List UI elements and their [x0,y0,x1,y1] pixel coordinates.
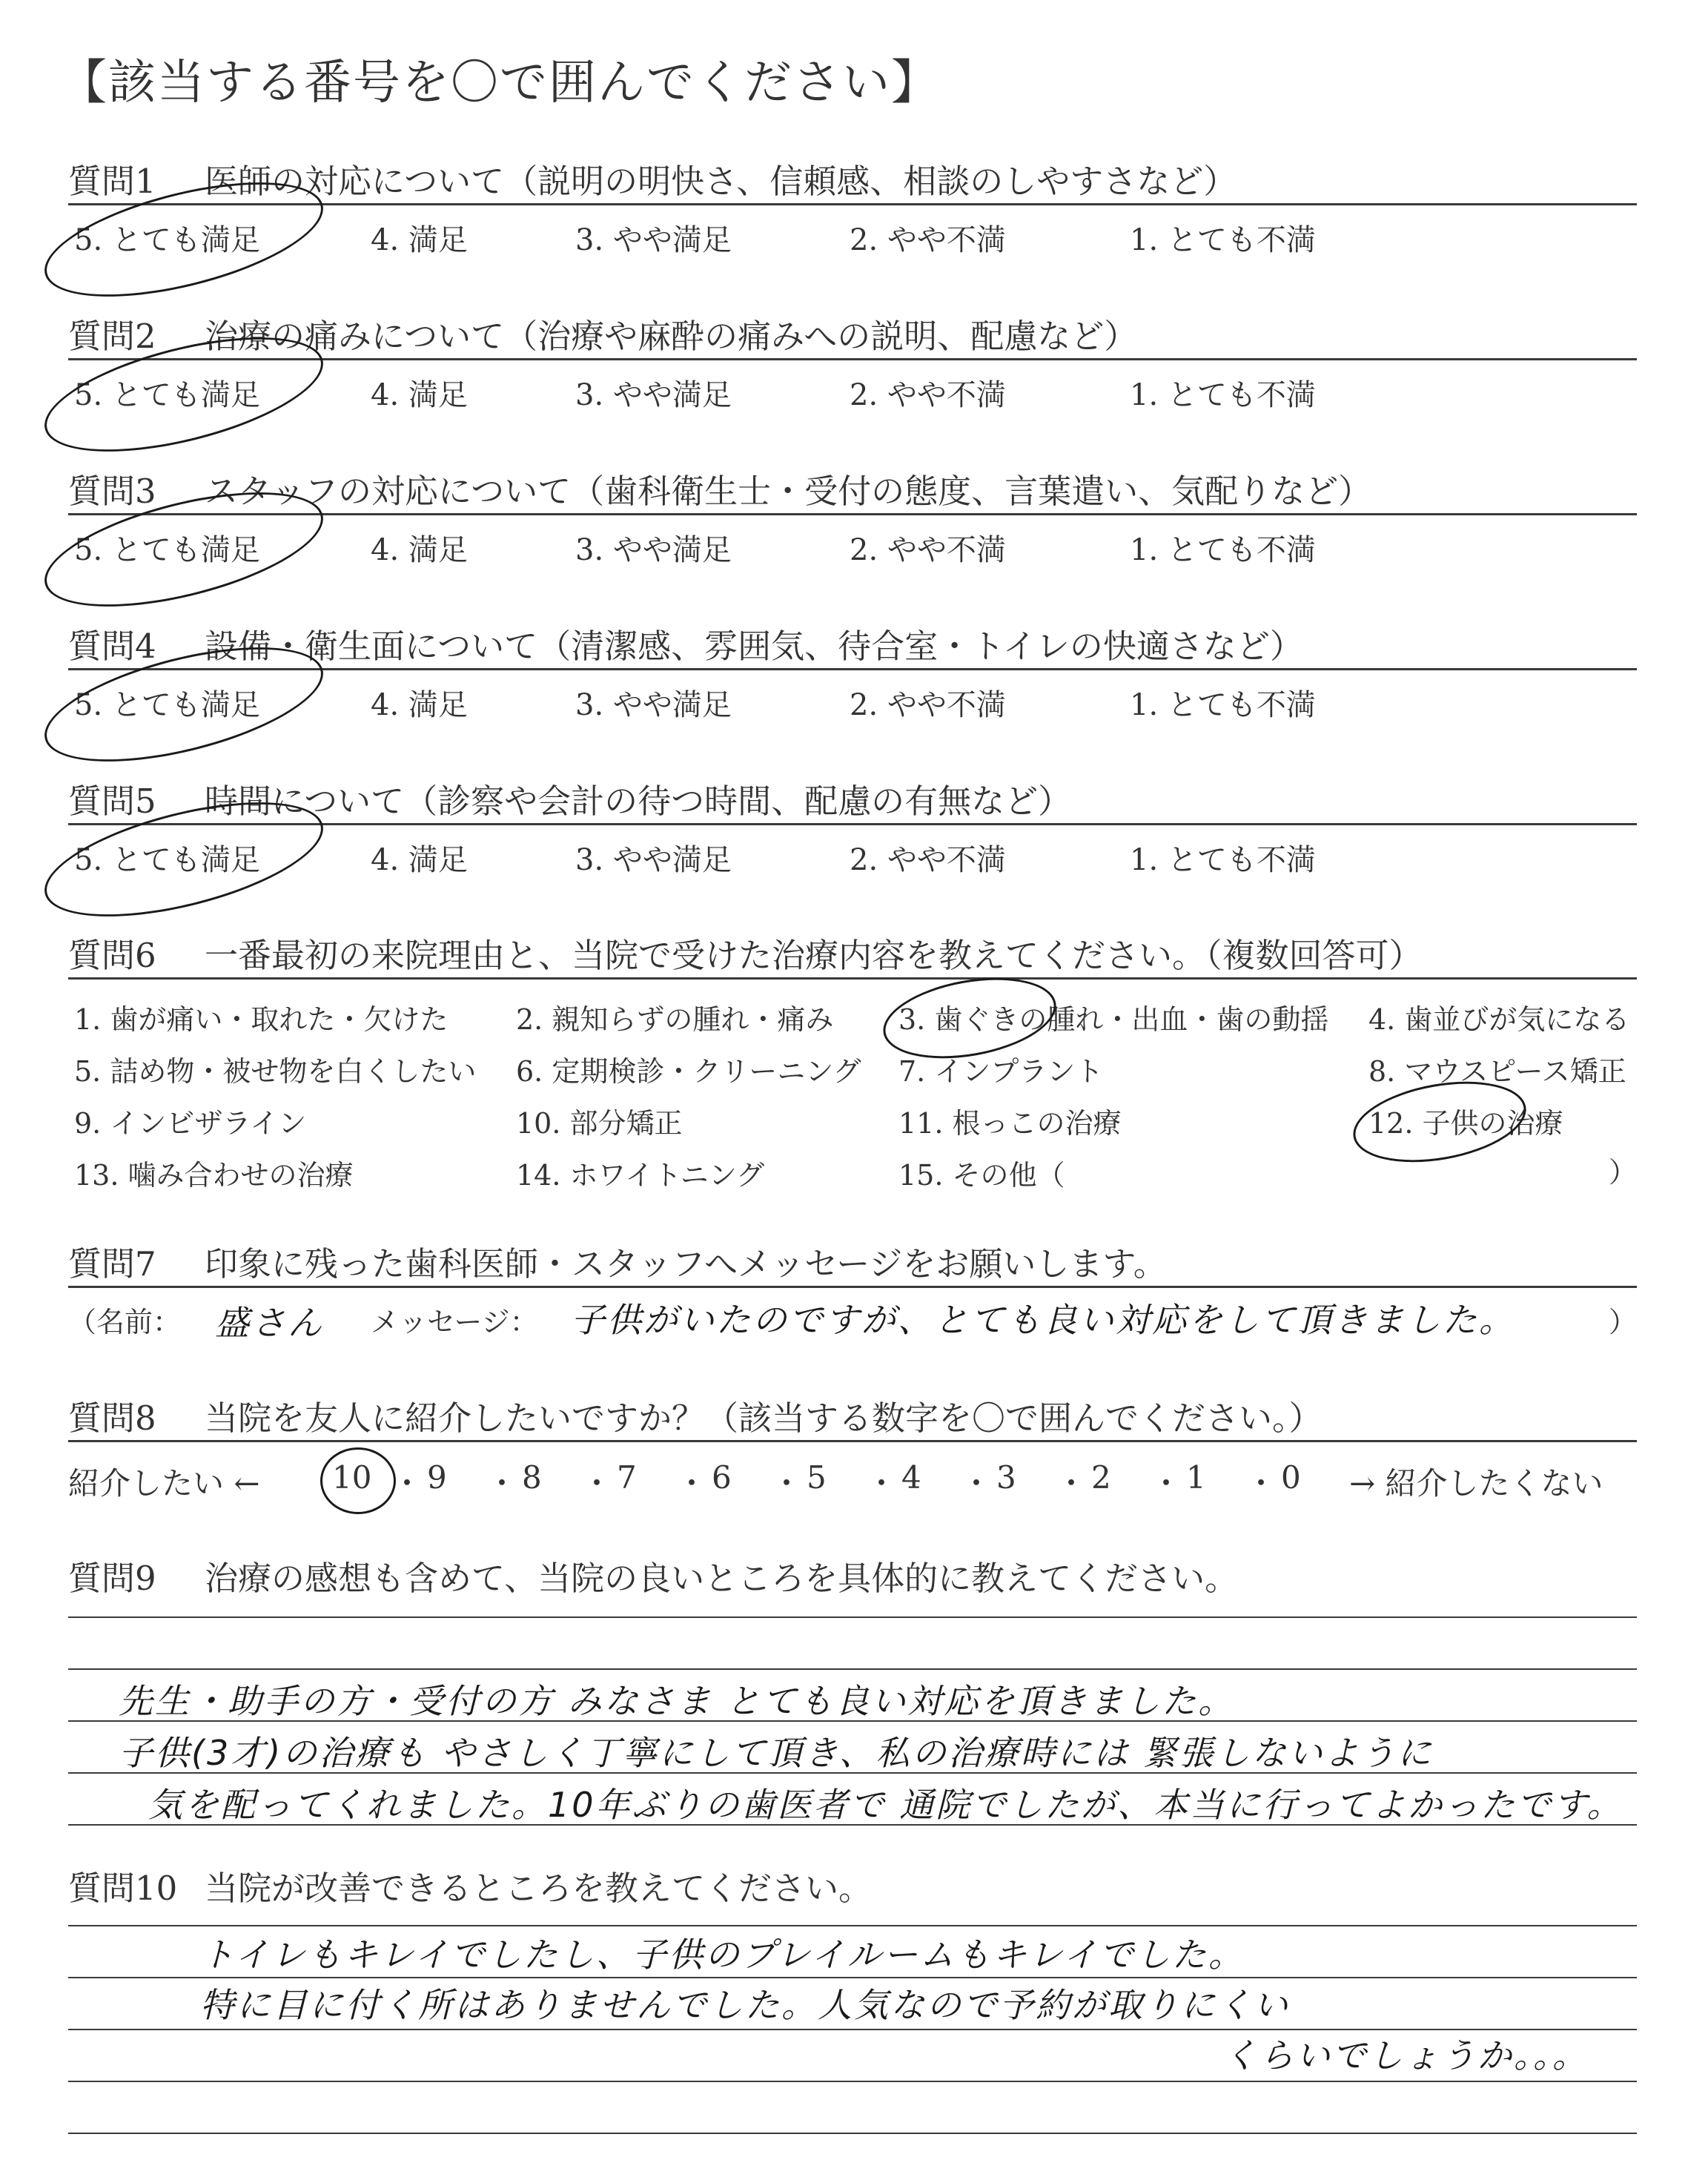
q8-text: 当院を友人に紹介したいですか？（該当する数字を〇で囲んでください。） [205,1398,1323,1438]
q8-right-label: → 紹介したくない [1349,1465,1603,1502]
q10-label: 質問10 [68,1869,178,1908]
handwritten-line: 子供(3才)の治療も やさしく丁寧にして頂き、私の治療時には 緊張しないように [119,1733,1434,1773]
scale-value: 9 [427,1459,447,1496]
scale-value: 4 [901,1459,921,1496]
scale-separator: ・ [391,1465,423,1502]
q6-option: 1. 歯が痛い・取れた・欠けた [74,1003,448,1036]
q10-text: 当院が改善できるところを教えてください。 [205,1869,873,1908]
rating-option: 1. とても不満 [1130,378,1316,412]
q7-message-value: 子供がいたのですが、とても良い対応をして頂きました。 [571,1300,1515,1340]
q6-option: 6. 定期検診・クリーニング [516,1055,861,1088]
scale-separator: ・ [1151,1465,1182,1502]
q6-option: 14. ホワイトニング [516,1159,765,1192]
rating-option: 4. 満足 [371,378,468,412]
handwritten-line: 先生・助手の方・受付の方 みなさま とても良い対応を頂きました。 [119,1681,1235,1721]
q7-name-label: （名前： [68,1306,182,1338]
rating-option: 3. やや満足 [575,533,732,567]
rating-option: 4. 満足 [371,688,468,722]
q7-close-paren: ） [1609,1306,1638,1338]
question-label: 質問5 [68,782,156,821]
scale-separator: ・ [866,1465,898,1502]
question-label: 質問1 [68,162,156,201]
scale-value: 5 [807,1459,827,1496]
q6-option: 11. 根っこの治療 [898,1107,1122,1140]
q6-other-close-paren: ） [1609,1156,1638,1189]
q6-rule [68,977,1637,980]
scale-separator: ・ [961,1465,993,1502]
scale-value: 7 [617,1459,637,1496]
rating-option: 1. とても不満 [1130,843,1316,877]
question-text: 時間について（診察や会計の待つ時間、配慮の有無など） [205,782,1072,821]
q6-label: 質問6 [68,936,156,975]
rating-option: 5. とても満足 [74,223,260,257]
answer-rule [68,2133,1637,2134]
question-text: 設備・衛生面について（清潔感、雰囲気、待合室・トイレの快適さなど） [205,627,1303,666]
q6-option: 13. 噛み合わせの治療 [74,1159,354,1192]
q6-option: 9. インビザライン [74,1107,307,1140]
rating-option: 3. やや満足 [575,223,732,257]
page-title: 【該当する番号を〇で囲んでください】 [59,56,940,110]
q8-rule [68,1440,1637,1442]
question-label: 質問3 [68,472,156,511]
scale-separator: ・ [676,1465,708,1502]
q6-option: 5. 詰め物・被せ物を白くしたい [74,1055,477,1088]
q6-option: 10. 部分矯正 [516,1107,683,1140]
q7-message-label: メッセージ： [371,1306,538,1338]
question-text: 医師の対応について（説明の明快さ、信頼感、相談のしやすさなど） [205,162,1237,201]
q8-label: 質問8 [68,1398,156,1438]
scale-value: 8 [522,1459,542,1496]
rating-option: 2. やや不満 [850,688,1006,722]
q6-text: 一番最初の来院理由と、当院で受けた治療内容を教えてください。（複数回答可） [205,936,1423,975]
rating-option: 4. 満足 [371,843,468,877]
scale-separator: ・ [771,1465,803,1502]
q7-rule [68,1286,1637,1288]
rating-option: 5. とても満足 [74,378,260,412]
q6-option: 7. インプラント [898,1055,1104,1088]
scale-separator: ・ [486,1465,518,1502]
scale-separator: ・ [1245,1465,1277,1502]
rating-option: 1. とても不満 [1130,223,1316,257]
rating-option: 5. とても満足 [74,533,260,567]
rating-option: 3. やや満足 [575,843,732,877]
rating-option: 2. やや不満 [850,223,1006,257]
selection-circle [320,1447,396,1514]
q7-name-value: 盛さん [215,1303,324,1343]
question-label: 質問4 [68,627,156,666]
scale-separator: ・ [1056,1465,1088,1502]
scale-value: 3 [996,1459,1016,1496]
q9-label: 質問9 [68,1559,156,1598]
rating-option: 5. とても満足 [74,688,260,722]
q6-option: 15. その他（ [898,1159,1065,1192]
scale-value: 2 [1091,1459,1111,1496]
q6-option: 4. 歯並びが気になる [1368,1003,1630,1036]
question-text: スタッフの対応について（歯科衛生士・受付の態度、言葉遣い、気配りなど） [205,472,1372,511]
question-label: 質問2 [68,317,156,356]
rating-option: 3. やや満足 [575,688,732,722]
answer-rule [68,1616,1637,1618]
rating-option: 2. やや不満 [850,843,1006,877]
q7-label: 質問7 [68,1244,156,1284]
scale-value: 1 [1186,1459,1206,1496]
question-text: 治療の痛みについて（治療や麻酔の痛みへの説明、配慮など） [205,317,1138,356]
rating-option: 2. やや不満 [850,378,1006,412]
handwritten-line: 気を配ってくれました。10年ぶりの歯医者で 通院でしたが、本当に行ってよかったです。 [148,1785,1623,1825]
q6-option: 12. 子供の治療 [1368,1107,1563,1140]
q8-left-label: 紹介したい ← [68,1465,260,1502]
rating-option: 1. とても不満 [1130,688,1316,722]
scale-value: 10 [332,1459,372,1496]
q9-text: 治療の感想も含めて、当院の良いところを具体的に教えてください。 [205,1559,1239,1598]
rating-option: 1. とても不満 [1130,533,1316,567]
rating-option: 2. やや不満 [850,533,1006,567]
scale-value: 6 [712,1459,732,1496]
handwritten-line: トイレもキレイでしたし、子供のプレイルームもキレイでした。 [200,1935,1245,1975]
rating-option: 3. やや満足 [575,378,732,412]
handwritten-line: 特に目に付く所はありませんでした。人気なので予約が取りにくい [200,1985,1290,2025]
q6-option: 2. 親知らずの腫れ・痛み [516,1003,834,1036]
rating-option: 5. とても満足 [74,843,260,877]
answer-rule [68,2081,1637,2082]
answer-rule [68,1925,1637,1926]
handwritten-line: くらいでしょうか。。。 [1223,2035,1589,2075]
scale-value: 0 [1281,1459,1301,1496]
answer-rule [68,1668,1637,1670]
scale-separator: ・ [581,1465,613,1502]
rating-option: 4. 満足 [371,223,468,257]
q6-option: 3. 歯ぐきの腫れ・出血・歯の動揺 [898,1003,1329,1036]
q6-option: 8. マウスピース矯正 [1368,1055,1626,1088]
q7-text: 印象に残った歯科医師・スタッフへメッセージをお願いします。 [205,1244,1167,1284]
rating-option: 4. 満足 [371,533,468,567]
